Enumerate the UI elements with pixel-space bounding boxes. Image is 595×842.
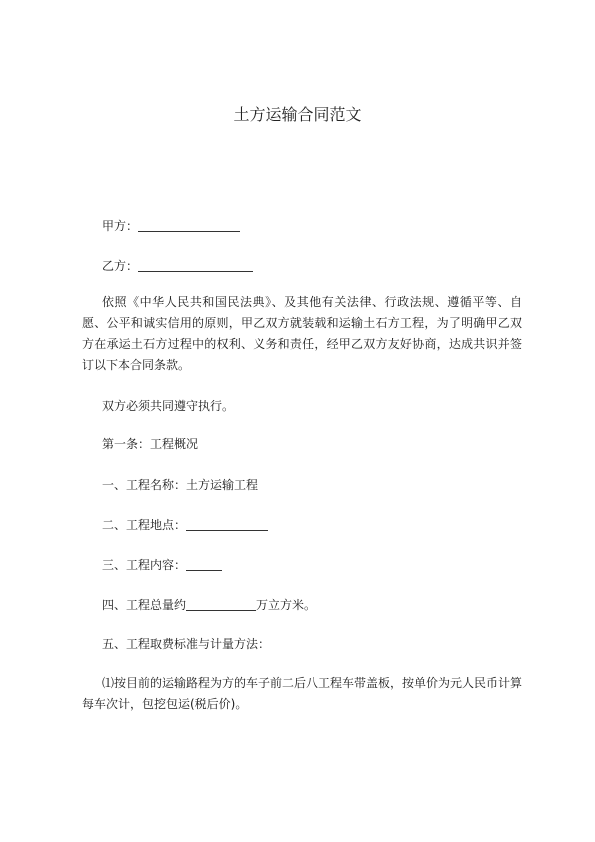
item-2-project-location (102, 517, 268, 533)
item-4-suffix: 万立方米。 (256, 598, 317, 612)
item-3-blank (186, 558, 222, 571)
compliance-text: 双方必须共同遵守执行。 (102, 399, 235, 413)
item-5-1-paragraph: ⑴按目前的运输路程为方的车子前二后八工程车带盖板，按单价为元人民币计算每车次计，包挖包运(税后价)。 (82, 676, 523, 711)
party-a-label: 甲方： (102, 219, 139, 233)
party-a-blank (138, 219, 240, 232)
intro-paragraph: 依照《中华人民共和国民法典》、及其他有关法律、行政法规、遵循平等、自愿、公平和诚实信用的原则，甲乙双方就装载和运输土石方工程，为了明确甲乙双方在承运土石方过程中的权利、义务和责任，经甲乙双方友好协商，达成共识并签订以下本合同条款。 (82, 295, 522, 372)
item-4-prefix: 四、工程总量约 (102, 598, 187, 612)
item-4-project-volume (102, 597, 316, 613)
document-title: 土方运输合同范文 (233, 105, 362, 124)
party-b-label: 乙方： (102, 259, 139, 273)
item-2-blank (186, 518, 268, 531)
item-2-label: 二、工程地点： (102, 518, 187, 532)
article-1-heading: 第一条：工程概况 (102, 437, 199, 451)
party-a-line (102, 218, 240, 234)
item-3-label: 三、工程内容： (102, 558, 187, 572)
party-b-blank (138, 259, 253, 272)
item-3-project-content (102, 557, 222, 573)
item-4-blank (186, 598, 256, 611)
item-5-fee-standard: 五、工程取费标准与计量方法： (102, 637, 271, 651)
party-b-line (102, 258, 253, 274)
item-1-project-name: 一、工程名称：土方运输工程 (102, 478, 259, 492)
